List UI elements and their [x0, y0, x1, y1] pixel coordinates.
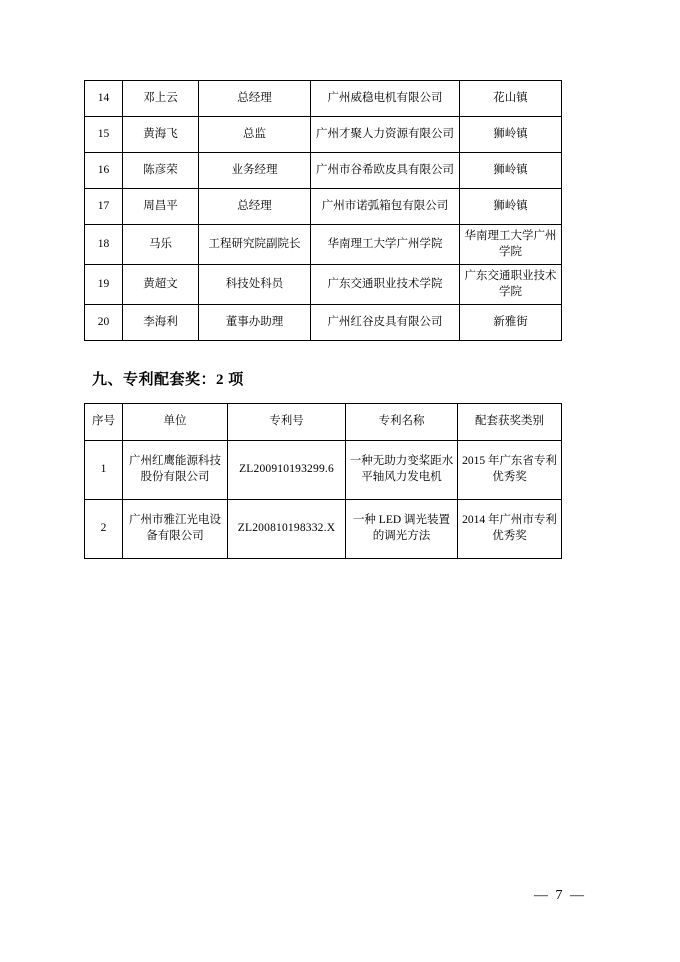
cell-index: 14 [85, 81, 123, 117]
cell-index: 18 [85, 225, 123, 265]
cell-name: 周昌平 [123, 189, 199, 225]
cell-name: 邓上云 [123, 81, 199, 117]
cell-unit: 广州红鹰能源科技股份有限公司 [123, 441, 228, 500]
table-row [85, 153, 562, 189]
table-row [85, 305, 562, 341]
cell-name: 陈彦荣 [123, 153, 199, 189]
table-row [85, 441, 562, 500]
cell-area: 广东交通职业技术学院 [460, 265, 562, 305]
cell-unit: 广州市雅江光电设备有限公司 [123, 500, 228, 559]
header-patent-no: 专利号 [228, 404, 346, 441]
cell-org: 广州市谷希欧皮具有限公司 [311, 153, 460, 189]
page-footer [0, 888, 680, 904]
cell-title: 工程研究院副院长 [199, 225, 311, 265]
cell-patent-name: 一种 LED 调光装置的调光方法 [346, 500, 458, 559]
cell-org: 广州市诺弧箱包有限公司 [311, 189, 460, 225]
cell-patent-no: ZL200810198332.X [228, 500, 346, 559]
header-unit: 单位 [123, 404, 228, 441]
cell-org: 华南理工大学广州学院 [311, 225, 460, 265]
cell-index: 16 [85, 153, 123, 189]
cell-area: 华南理工大学广州学院 [460, 225, 562, 265]
cell-award-type: 2014 年广州市专利优秀奖 [458, 500, 562, 559]
cell-area: 新雅街 [460, 305, 562, 341]
cell-index: 20 [85, 305, 123, 341]
cell-name: 黄超文 [123, 265, 199, 305]
header-patent-name: 专利名称 [346, 404, 458, 441]
cell-index: 19 [85, 265, 123, 305]
table-row [85, 265, 562, 305]
cell-award-type: 2015 年广东省专利优秀奖 [458, 441, 562, 500]
table-row [85, 81, 562, 117]
cell-area: 狮岭镇 [460, 153, 562, 189]
cell-index: 2 [85, 500, 123, 559]
patent-award-table-container [84, 403, 561, 559]
cell-org: 广州才聚人力资源有限公司 [311, 117, 460, 153]
header-award-type: 配套获奖类别 [458, 404, 562, 441]
cell-org: 广州威稳电机有限公司 [311, 81, 460, 117]
cell-title: 总经理 [199, 189, 311, 225]
table-row [85, 225, 562, 265]
cell-title: 总经理 [199, 81, 311, 117]
header-index: 序号 [85, 404, 123, 441]
cell-title: 总监 [199, 117, 311, 153]
cell-patent-no: ZL200910193299.6 [228, 441, 346, 500]
cell-index: 17 [85, 189, 123, 225]
table-row [85, 117, 562, 153]
cell-org: 广东交通职业技术学院 [311, 265, 460, 305]
page-number: — 7 — [534, 888, 586, 903]
cell-area: 花山镇 [460, 81, 562, 117]
awardees-table-container [84, 80, 561, 341]
cell-index: 15 [85, 117, 123, 153]
cell-area: 狮岭镇 [460, 117, 562, 153]
section-heading: 九、专利配套奖：2 项 [92, 372, 244, 388]
cell-area: 狮岭镇 [460, 189, 562, 225]
table-row [85, 500, 562, 559]
cell-title: 董事办助理 [199, 305, 311, 341]
cell-name: 黄海飞 [123, 117, 199, 153]
cell-name: 马乐 [123, 225, 199, 265]
cell-name: 李海利 [123, 305, 199, 341]
cell-org: 广州红谷皮具有限公司 [311, 305, 460, 341]
table-header-row [85, 404, 562, 441]
patent-award-table [84, 403, 562, 559]
awardees-table [84, 80, 562, 341]
cell-title: 业务经理 [199, 153, 311, 189]
table-row [85, 189, 562, 225]
cell-index: 1 [85, 441, 123, 500]
cell-patent-name: 一种无助力变桨距水平轴风力发电机 [346, 441, 458, 500]
cell-title: 科技处科员 [199, 265, 311, 305]
